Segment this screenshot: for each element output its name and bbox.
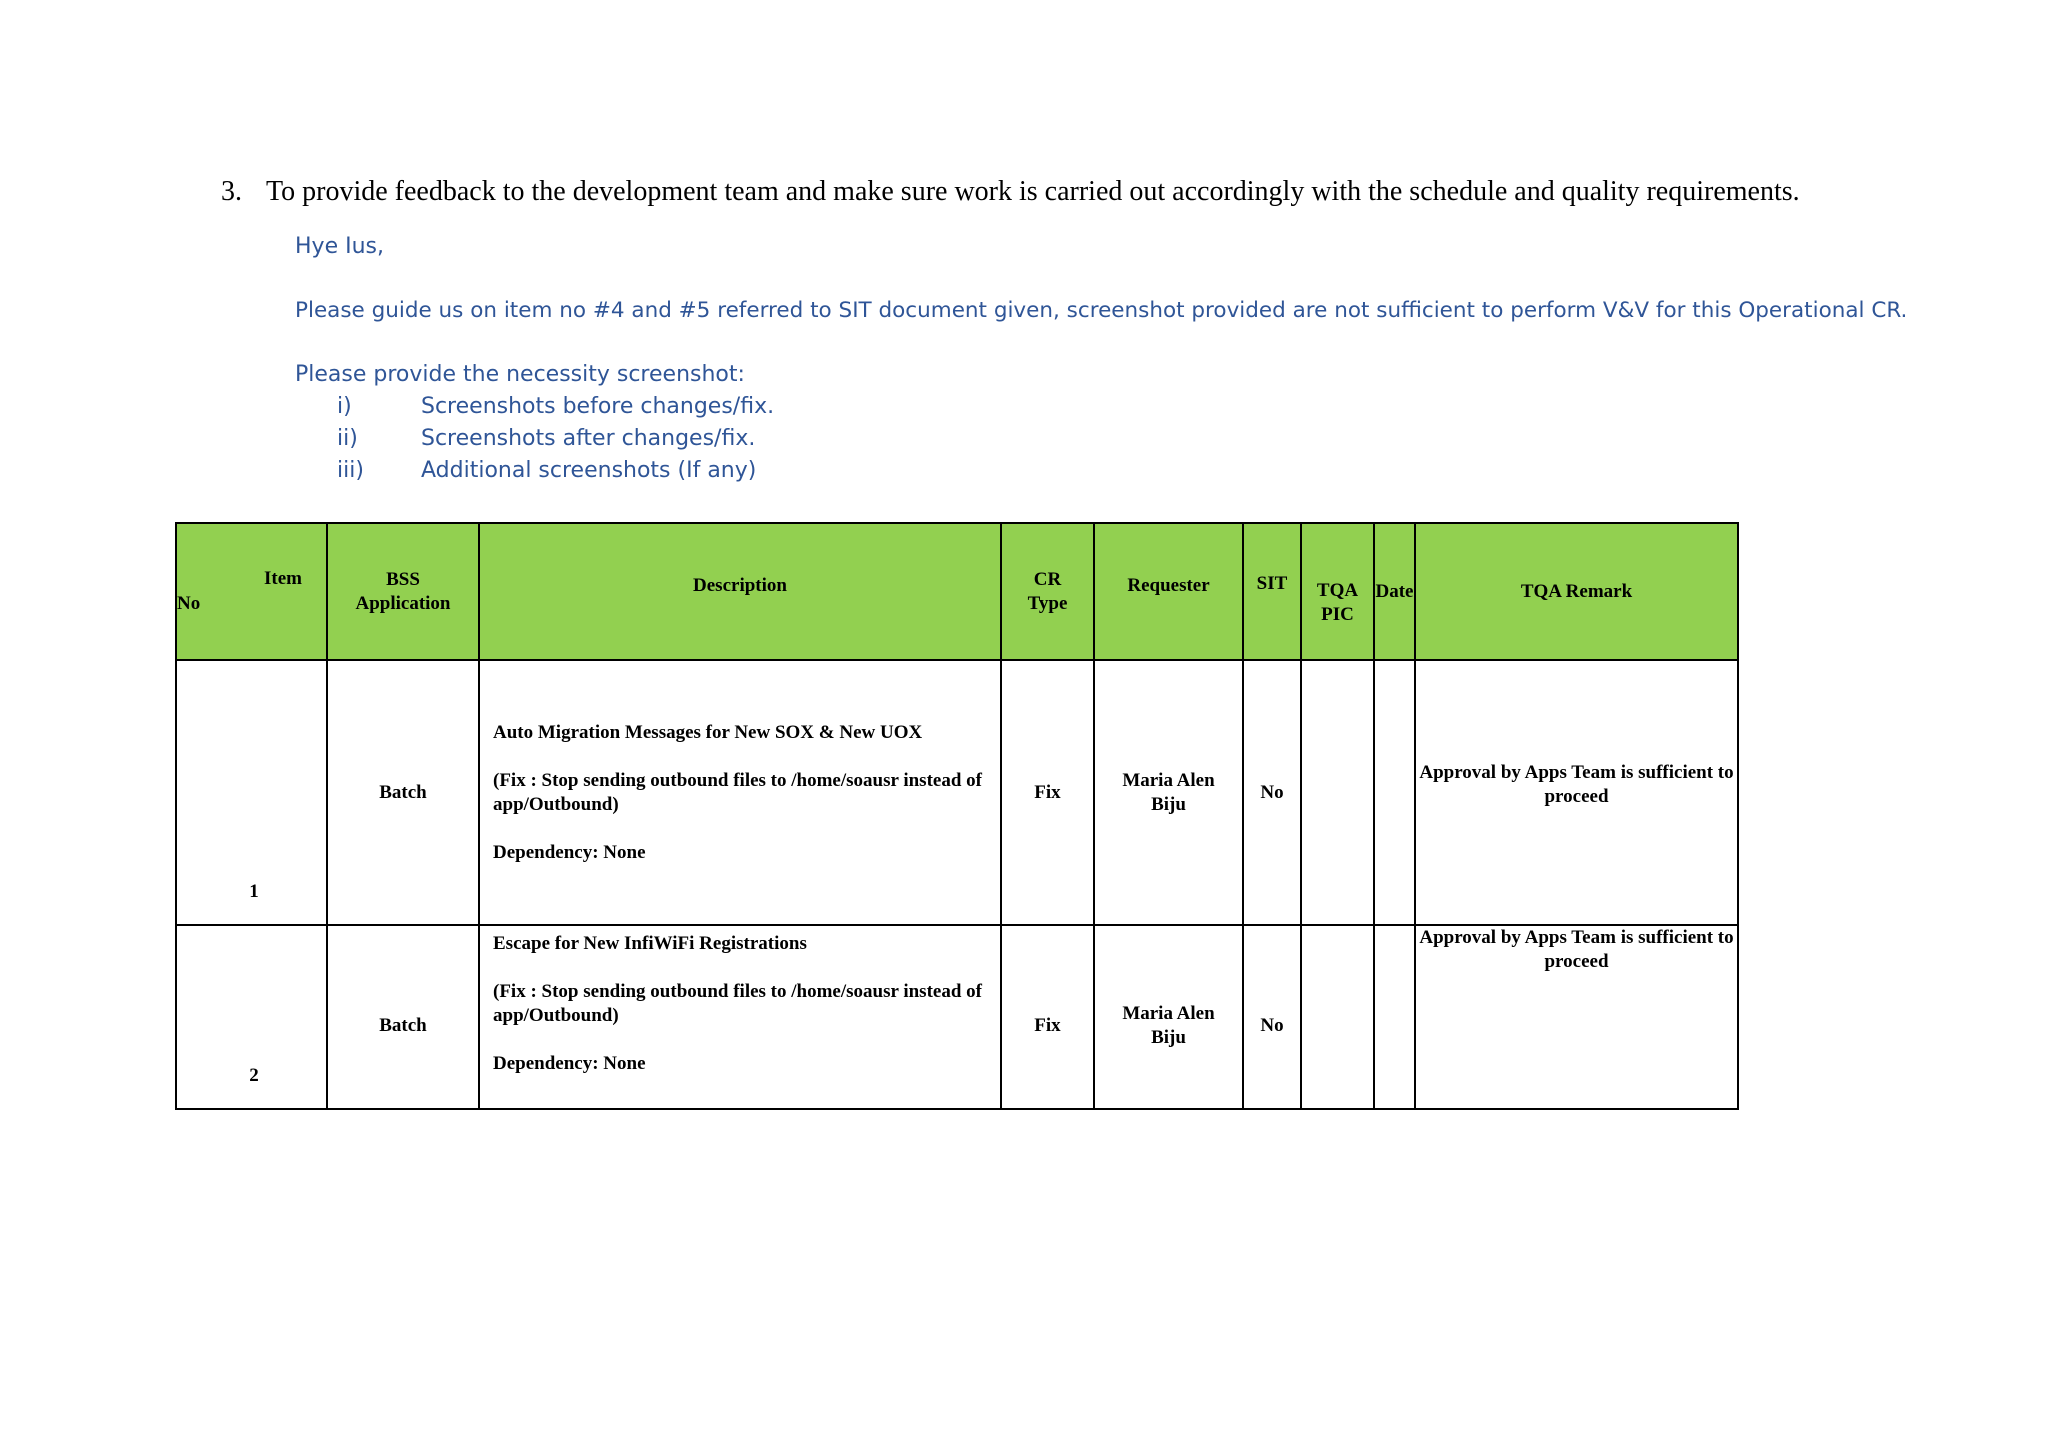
description-fix: (Fix : Stop sending outbound files to /home/soausr instead of app/Outbound) <box>493 769 982 815</box>
cr-type-value: Fix <box>1034 1015 1061 1036</box>
header-tqa-line2: PIC <box>1321 603 1354 625</box>
item-number: 1 <box>249 881 259 902</box>
description-fix: (Fix : Stop sending outbound files to /home/soausr instead of app/Outbound) <box>493 981 982 1026</box>
header-bss-line2: Application <box>355 592 451 614</box>
header-tqa-line1: TQA <box>1316 579 1359 601</box>
requester-line2: Biju <box>1151 793 1186 815</box>
table-row <box>176 660 1738 925</box>
cell-cr-type <box>1001 925 1094 1109</box>
header-date: Date <box>1374 523 1415 660</box>
header-description: Description <box>479 523 1001 660</box>
requester-line1: Maria Alen <box>1122 1003 1215 1024</box>
description-title: Escape for New InfiWiFi Registrations <box>493 933 807 954</box>
list-marker: iii) <box>337 458 364 483</box>
cell-bss-application <box>327 925 479 1109</box>
list-text: Additional screenshots (If any) <box>421 458 757 483</box>
cell-requester <box>1094 925 1243 1109</box>
cell-cr-type: Fix <box>1001 660 1094 925</box>
cell-item-no <box>176 660 327 925</box>
bss-application-value: Batch <box>379 1015 427 1036</box>
sit-value: No <box>1260 1015 1284 1036</box>
header-item-no <box>176 523 327 660</box>
header-bss-line1: BSS <box>386 568 420 590</box>
cell-requester <box>1094 660 1243 925</box>
cell-description <box>479 925 1001 1109</box>
list-marker: ii) <box>337 426 358 451</box>
cell-date <box>1374 660 1415 925</box>
cell-sit: No <box>1243 660 1301 925</box>
cell-tqa-pic <box>1301 925 1374 1109</box>
cell-tqa-remark <box>1415 925 1738 1109</box>
note-greeting: Hye Ius, <box>295 234 384 259</box>
tqa-remark-text: Approval by Apps Team is sufficient to proceed <box>1419 927 1734 972</box>
intro-text: To provide feedback to the development team and make sure work is carried out accordingly with the schedule and quality requirements. <box>266 176 1800 207</box>
header-cr-line1: CR <box>1033 568 1062 590</box>
header-bss-application <box>327 523 479 660</box>
header-no-label: No <box>177 593 201 614</box>
cell-item-no <box>176 925 327 1109</box>
tqa-remark-text: Approval by Apps Team is sufficient to proceed <box>1419 762 1734 807</box>
header-cr-line2: Type <box>1027 592 1068 614</box>
description-dependency: Dependency: None <box>493 841 646 863</box>
requester-line1: Maria Alen <box>1122 769 1215 791</box>
cr-tracker-table <box>175 522 1739 1110</box>
header-item-label: Item <box>264 568 302 589</box>
table-header-row <box>176 523 1738 660</box>
cell-date <box>1374 925 1415 1109</box>
requester-line2: Biju <box>1151 1027 1186 1048</box>
header-tqa-remark: TQA Remark <box>1415 523 1738 660</box>
note-guide: Please guide us on item no #4 and #5 referred to SIT document given, screenshot provided are not sufficient to perform V&V for this Operational CR. <box>295 298 1908 323</box>
list-marker: i) <box>337 394 352 419</box>
description-title: Auto Migration Messages for New SOX & New UOX <box>493 721 923 743</box>
header-tqa-pic <box>1301 523 1374 660</box>
requester-value <box>1095 984 1242 1050</box>
cell-tqa-remark <box>1415 660 1738 925</box>
cell-sit <box>1243 925 1301 1109</box>
list-text: Screenshots before changes/fix. <box>421 394 775 419</box>
table-row <box>176 925 1738 1109</box>
header-sit: SIT <box>1243 523 1301 660</box>
item-number: 2 <box>249 1065 259 1086</box>
note-provide: Please provide the necessity screenshot: <box>295 362 745 387</box>
description-dependency: Dependency: None <box>493 1053 646 1074</box>
header-cr-type <box>1001 523 1094 660</box>
cell-tqa-pic <box>1301 660 1374 925</box>
header-requester: Requester <box>1094 523 1243 660</box>
cell-description <box>479 660 1001 925</box>
intro-number: 3. <box>221 176 242 207</box>
cell-bss-application: Batch <box>327 660 479 925</box>
list-text: Screenshots after changes/fix. <box>421 426 756 451</box>
